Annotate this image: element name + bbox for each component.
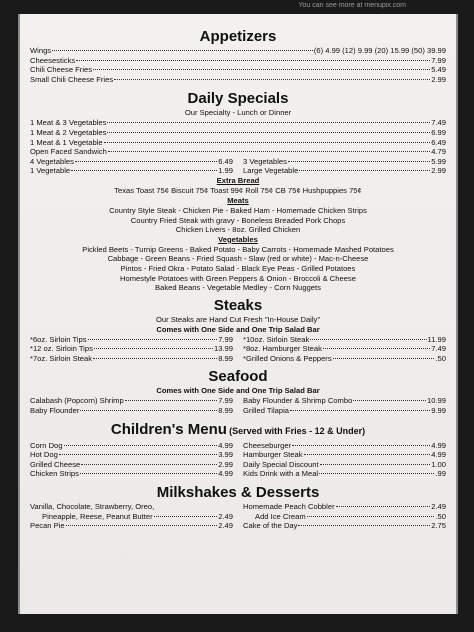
menu-item: Add Ice Cream .50 (255, 511, 446, 521)
vegetables-line: Cabbage - Green Beans - Fried Squash - Slaw (red or white) - Mac-n-Cheese (107, 254, 369, 264)
menu-item: Corn Dog 4.99 (30, 440, 233, 450)
menu-item: Kids Drink with a Meal .99 (243, 469, 446, 479)
menu-item: *12 oz. Sirloin Tips 13.99 (30, 344, 233, 354)
childrens-menu-heading (30, 421, 446, 441)
daily-specials-subtitle: Our Specialty - Lunch or Dinner (184, 108, 292, 118)
menu-item: 3 Vegetables 5.99 (243, 156, 446, 166)
menu-item: 1 Meat & 1 Vegetable 6.49 (30, 137, 446, 147)
menu-item: Pineapple, Reese, Peanut Butter 2.49 (42, 511, 233, 521)
vegetables-heading: Vegetables (218, 234, 258, 244)
seafood-note: Comes with One Side and One Trip Salad Bar (156, 386, 320, 396)
menu-item: 1 Vegetable 1.99 (30, 166, 233, 176)
vegetables-line: Pintos - Fried Okra - Potato Salad - Black Eye Peas - Grilled Potatoes (120, 263, 356, 273)
menu-item: 1 Meat & 2 Vegetables 6.99 (30, 127, 446, 137)
steaks-title: Steaks (213, 296, 263, 314)
menu-page (18, 14, 458, 614)
steaks-note: Our Steaks are Hand Cut Fresh "In-House Daily" (155, 314, 321, 324)
vegetables-line: Pickled Beets - Turnip Greens - Baked Potato - Baby Carrots - Homemade Mashed Potatoes (82, 244, 394, 254)
menu-item: Baby Flounder & Shrimp Combo 10.99 (243, 396, 446, 406)
childrens-menu-note: (Served with Fries - 12 & Under) (229, 425, 366, 436)
desserts-title: Milkshakes & Desserts (156, 484, 320, 502)
appetizers-list (30, 46, 446, 84)
menu-item: Hamburger Steak 4.99 (243, 450, 446, 460)
meats-heading: Meats (227, 195, 249, 205)
menu-item: *10oz. Sirloin Steak 11.99 (243, 334, 446, 344)
watermark: You can see more at menupix.com (298, 2, 406, 9)
childrens-menu-title: Children's Menu (110, 420, 227, 438)
menu-item: *7oz. Sirloin Steak 8.99 (30, 353, 233, 363)
menu-item: Baby Flounder 8.99 (30, 406, 233, 416)
menu-item: Daily Special Discount 1.00 (243, 459, 446, 469)
daily-specials-title: Daily Specials (187, 90, 289, 108)
extra-bread-line: Texas Toast 75¢ Biscuit 75¢ Toast 99¢ Roll 75¢ CB 75¢ Hushpuppies 75¢ (114, 185, 362, 195)
menu-item: Open Faced Sandwich 4.79 (30, 147, 446, 157)
menu-item: 4 Vegetables 6.49 (30, 156, 233, 166)
menu-item: *Grilled Onions & Peppers .50 (243, 353, 446, 363)
vegetables-list (30, 245, 446, 293)
menu-item: Calabash (Popcorn) Shrimp 7.99 (30, 396, 233, 406)
milkshake-flavors: Vanilla, Chocolate, Strawberry, Oreo, (30, 502, 155, 512)
vegetables-line: Homestyle Potatoes with Green Peppers & Onion - Broccoli & Cheese (120, 273, 356, 283)
meats-line: Country Fried Steak with gravy - Boneless Breaded Pork Chops (130, 215, 346, 225)
vegetable-plates (30, 157, 446, 176)
desserts-list (30, 502, 446, 531)
menu-item: *6oz. Sirloin Tips 7.99 (30, 334, 233, 344)
childrens-menu-list (30, 441, 446, 479)
menu-item: 1 Meat & 3 Vegetables 7.49 (30, 118, 446, 128)
seafood-list (30, 396, 446, 415)
menu-item: Grilled Cheese 2.99 (30, 459, 233, 469)
menu-item: Homemade Peach Cobbler 2.49 (243, 502, 446, 512)
menu-item: Pecan Pie 2.49 (30, 521, 233, 531)
meats-line: Country Style Steak - Chicken Pie - Baked Ham - Homemade Chicken Strips (109, 205, 367, 215)
menu-item: Cheeseburger 4.99 (243, 440, 446, 450)
meats-line: Chicken Livers - 8oz. Grilled Chicken (175, 225, 301, 235)
meats-list (30, 206, 446, 235)
steaks-list (30, 335, 446, 364)
menu-item: Chili Cheese Fries 5.49 (30, 65, 446, 75)
menu-item: Chicken Strips 4.99 (30, 469, 233, 479)
extra-bread-heading: Extra Bread (216, 175, 260, 185)
menu-item: Cake of the Day 2.75 (243, 521, 446, 531)
menu-item: Large Vegetable 2.99 (243, 166, 446, 176)
menu-item: Grilled Tilapia 9.99 (243, 406, 446, 416)
vegetables-line: Baked Beans - Vegetable Medley - Corn Nuggets (155, 283, 321, 293)
appetizers-title: Appetizers (199, 28, 277, 45)
menu-item: Cheesesticks 7.99 (30, 55, 446, 65)
menu-item: *8oz. Hamburger Steak 7.49 (243, 344, 446, 354)
menu-item: Small Chili Cheese Fries 2.99 (30, 74, 446, 84)
steaks-sides-note: Comes with One Side and One Trip Salad Bar (156, 324, 320, 334)
menu-item: Hot Dog 3.99 (30, 450, 233, 460)
menu-item: Wings (6) 4.99 (12) 9.99 (20) 15.99 (50) 39.99 (30, 46, 446, 55)
seafood-title: Seafood (208, 368, 268, 386)
